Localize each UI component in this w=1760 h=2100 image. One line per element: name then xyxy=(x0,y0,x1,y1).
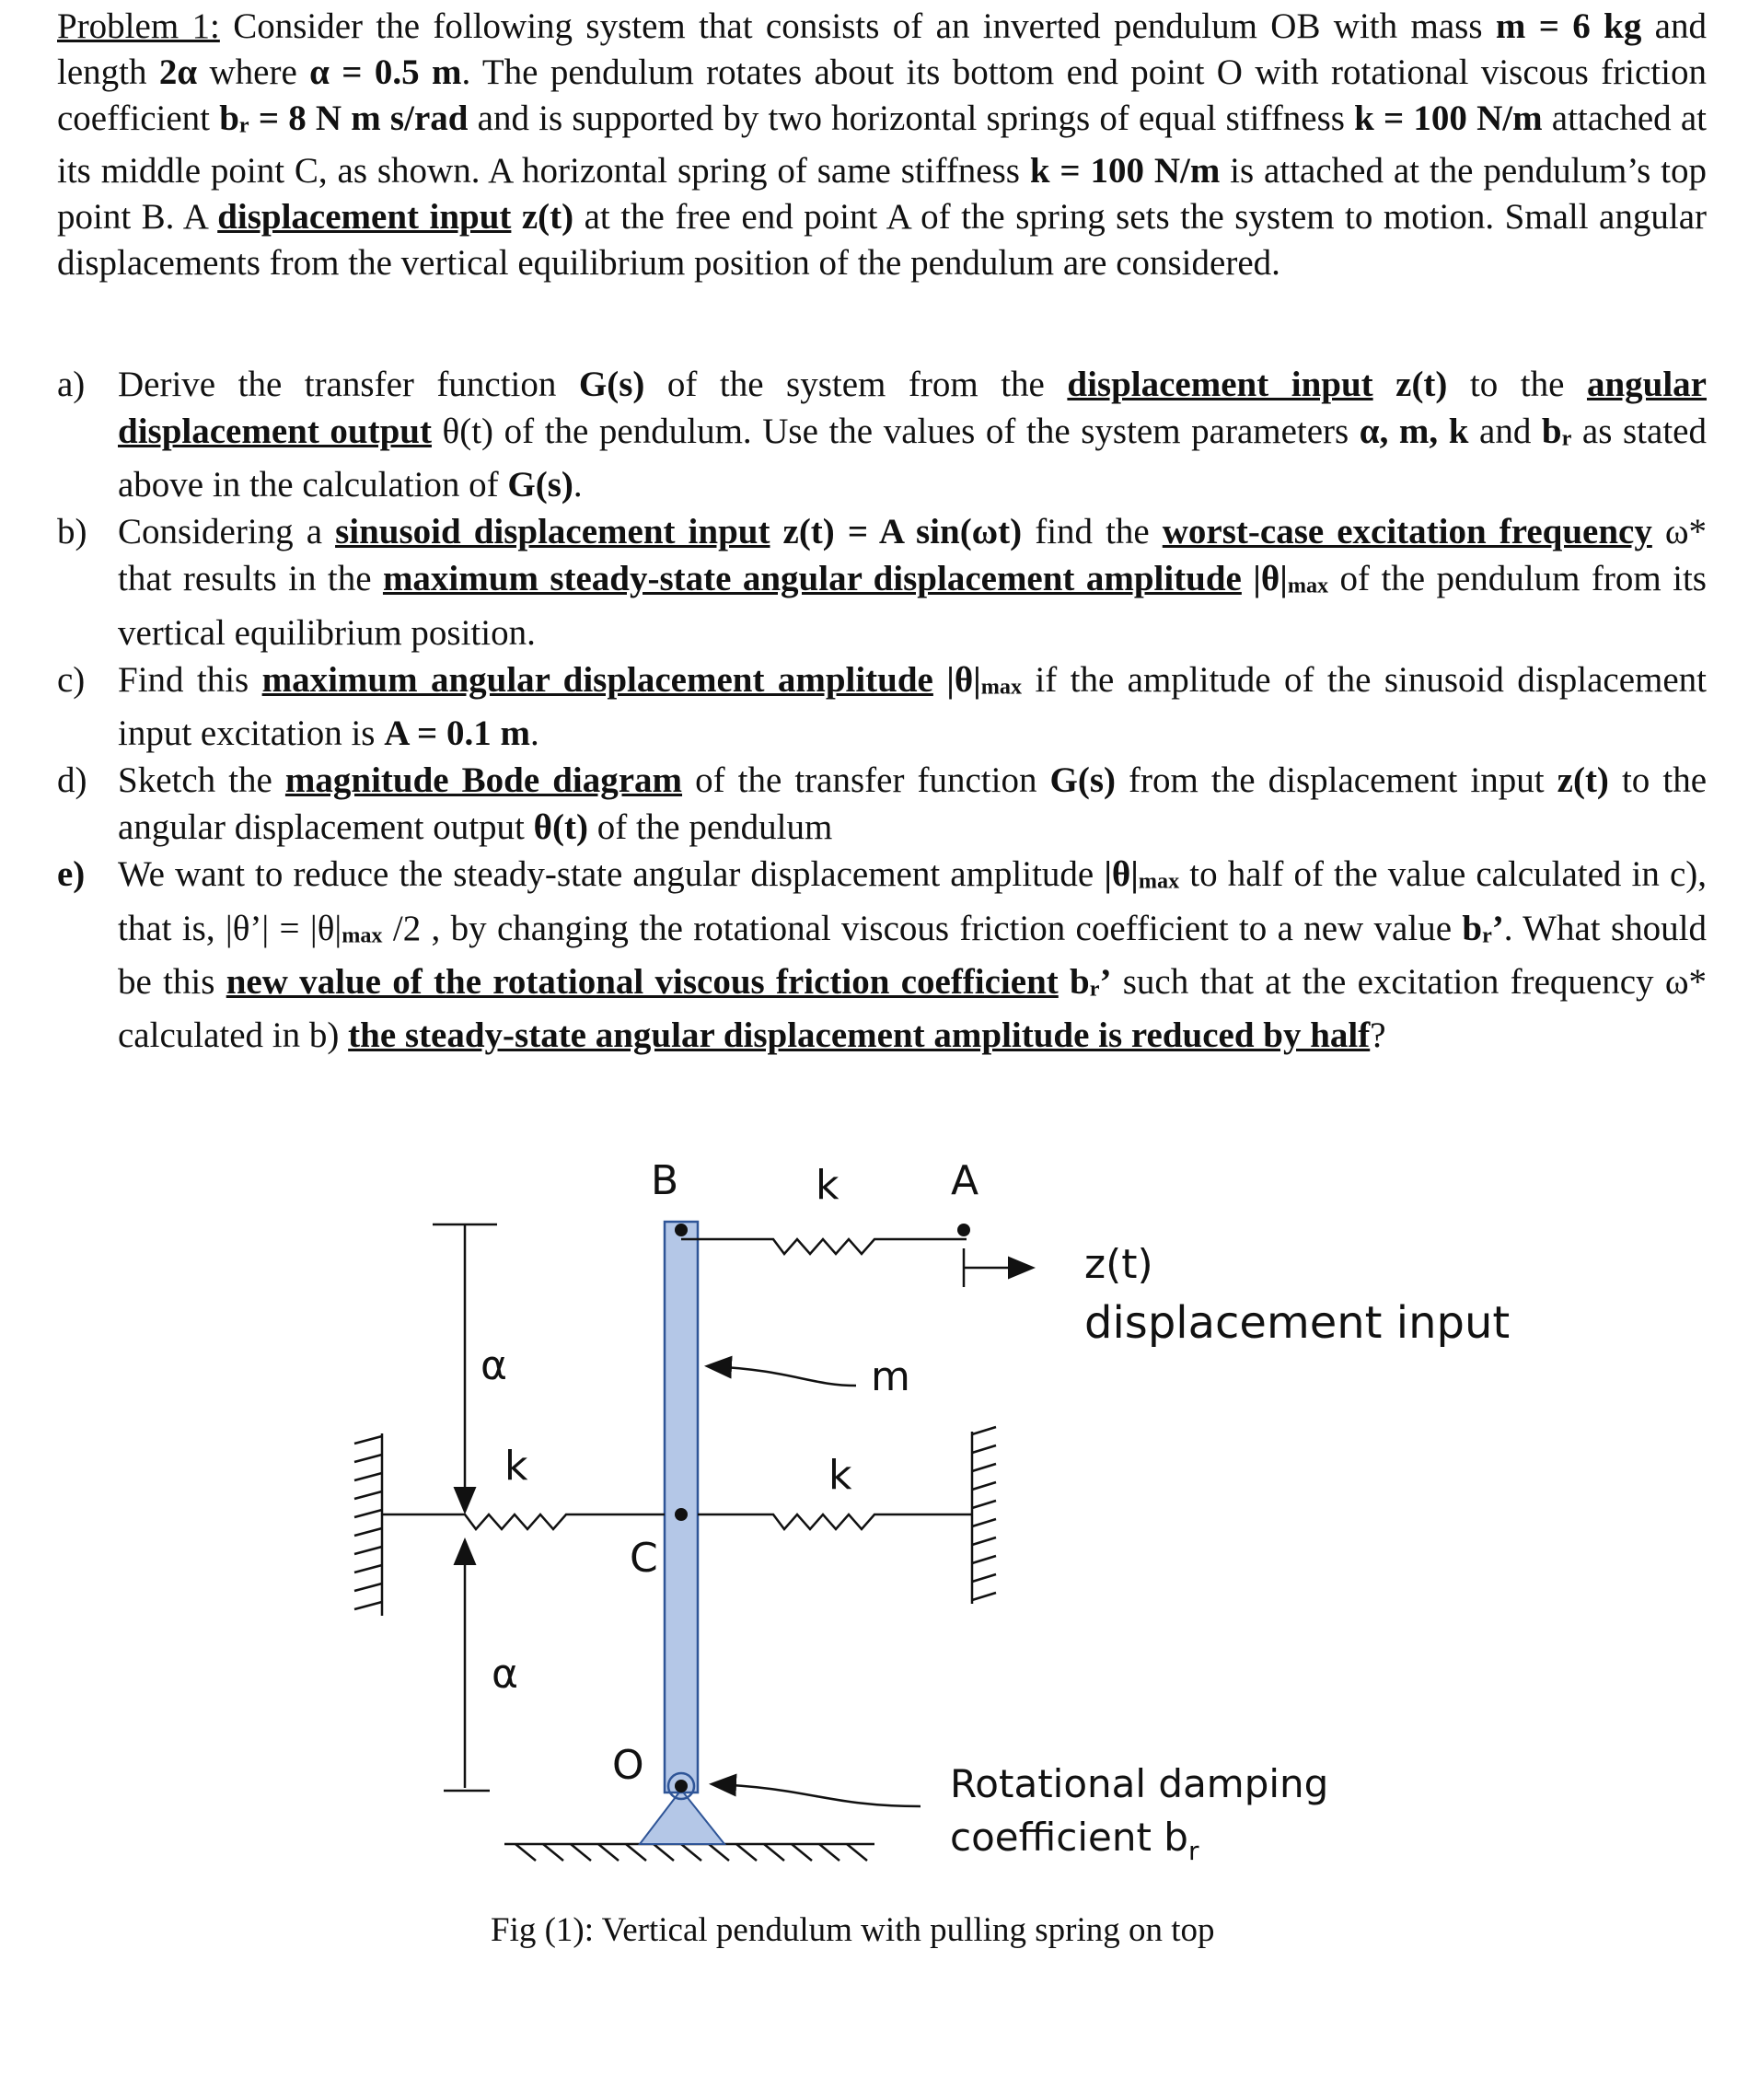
label-k-right: k xyxy=(828,1452,852,1499)
label-k-left: k xyxy=(504,1443,528,1490)
length-value: 2α xyxy=(158,52,198,92)
question-list xyxy=(57,361,1707,1059)
displacement-input-term: displacement input xyxy=(217,197,512,238)
label-damping-coef: coefficient $b_r$ xyxy=(950,1815,1199,1866)
point-c xyxy=(675,1508,688,1521)
question-e: e) We want to reduce the steady-state angular displacement amplitude |θ|max to half of the value calculated in c), that is, |θ’| = |θ|max /2 , by changing the rotational viscous friction coefficient to a new value br’. What should be this new value of the rotational viscous friction coefficient br’ such that at the excitation frequency ω* calculated in b) the steady-state angular displacement amplitude is reduced by half? xyxy=(57,851,1707,1059)
pendulum-diagram xyxy=(0,1086,1760,2007)
label-c: C xyxy=(630,1535,658,1582)
question-label: a) xyxy=(57,365,86,404)
question-label: d) xyxy=(57,760,87,801)
problem-heading: Problem 1: xyxy=(57,6,220,46)
br-symbol: b xyxy=(219,99,239,138)
label-damping: Rotational damping xyxy=(950,1761,1329,1806)
point-o xyxy=(675,1780,688,1793)
problem-statement: Problem 1: Consider the following system that consists of an inverted pendulum OB with mass m = 6 kg and length 2α where α = 0.5 m. The pendulum rotates about its bottom end point O with rotational viscous friction coefficient br = 8 N m s/rad and is supported by two horizontal springs of equal stiffness k = 100 N/m attached at its middle point C, as shown. A horizontal spring of same stiffness k = 100 N/m is attached at the pendulum’s top point B. A displacement input z(t) at the free end point A of the spring sets the system to motion. Small angular displacements from the vertical equilibrium position of the pendulum are considered. xyxy=(57,6,1708,284)
question-label: e) xyxy=(57,854,86,895)
label-k-top: k xyxy=(816,1162,839,1209)
alpha-value: α = 0.5 m xyxy=(309,52,462,92)
question-b: b) Considering a sinusoid displacement input z(t) = A sin(ωt) find the worst-case excitation frequency ω* that results in the maximum steady-state angular displacement amplitude |θ|max of the pendulum from its vertical equilibrium position. xyxy=(57,508,1707,656)
left-wall xyxy=(354,1433,382,1616)
question-label: b) xyxy=(57,512,87,552)
top-spring xyxy=(681,1239,967,1254)
br-value: = 8 N m s/rad xyxy=(249,99,469,138)
question-a: a) Derive the transfer function G(s) of the system from the displacement input z(t) to the angular displacement output θ(t) of the pendulum. Use the values of the system parameters α, m, k and br as stated above in the calculation of G(s). xyxy=(57,361,1707,508)
mass-value: m = 6 kg xyxy=(1495,6,1642,46)
label-displacement: displacement input xyxy=(1084,1297,1511,1349)
k-value-2: k = 100 N/m xyxy=(1029,151,1221,191)
dimension-lines xyxy=(433,1224,497,1791)
label-alpha-bottom: α xyxy=(492,1651,519,1698)
point-b xyxy=(675,1224,688,1236)
right-wall xyxy=(972,1427,996,1604)
input-arrow xyxy=(964,1248,1031,1287)
label-zt: z(t) xyxy=(1084,1241,1153,1288)
question-c: c) Find this maximum angular displacement amplitude |θ|max if the amplitude of the sinusoid displacement input excitation is A = 0.1 m. xyxy=(57,656,1707,757)
right-spring xyxy=(698,1514,972,1529)
question-d: d) Sketch the magnitude Bode diagram of the transfer function G(s) from the displacement input z(t) to the angular displacement output θ(t) of the pendulum xyxy=(57,757,1707,851)
label-b: B xyxy=(651,1157,679,1204)
point-a xyxy=(957,1224,970,1236)
k-value-1: k = 100 N/m xyxy=(1354,99,1543,138)
figure-caption: Fig (1): Vertical pendulum with pulling spring on top xyxy=(491,1911,1215,1949)
label-o: O xyxy=(612,1742,644,1789)
left-spring xyxy=(382,1514,665,1529)
label-alpha-top: α xyxy=(481,1342,508,1389)
label-m: m xyxy=(871,1353,910,1400)
leader-lines xyxy=(709,1366,921,1806)
ground xyxy=(504,1844,874,1861)
question-label: c) xyxy=(57,659,86,700)
pendulum-rod xyxy=(665,1222,698,1793)
label-a: A xyxy=(951,1157,979,1204)
